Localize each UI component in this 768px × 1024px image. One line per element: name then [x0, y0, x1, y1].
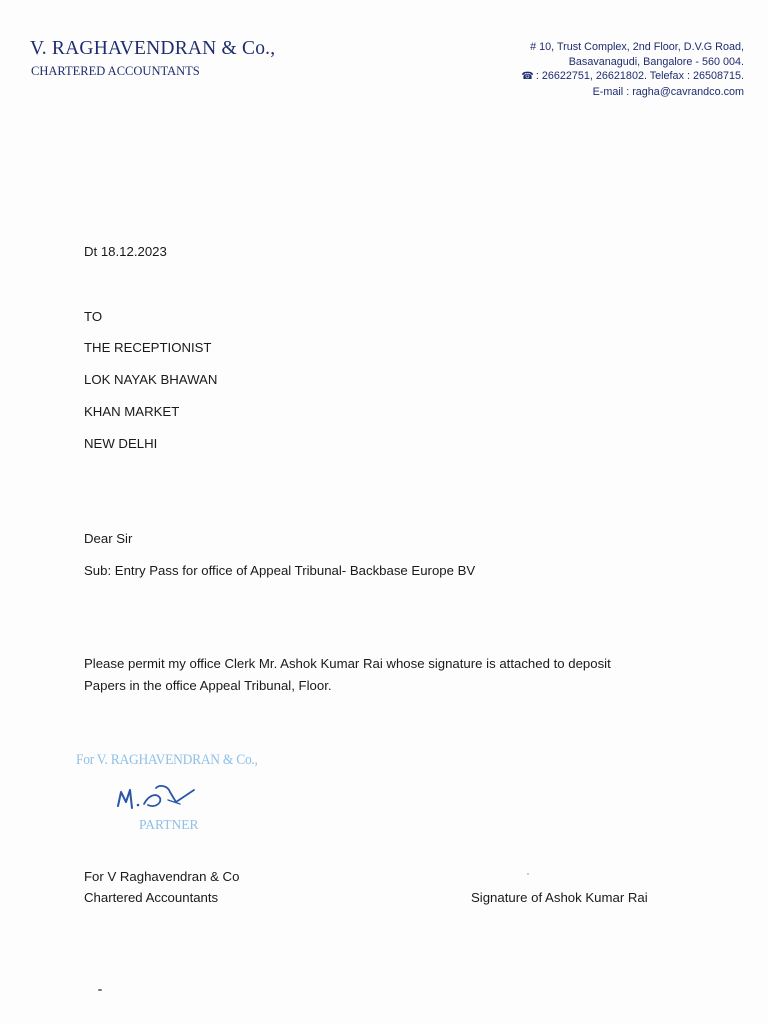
letter-date: Dt 18.12.2023 [84, 244, 167, 259]
firm-name: V. RAGHAVENDRAN & Co., [30, 38, 276, 59]
closing-title: Chartered Accountants [84, 890, 219, 905]
partner-stamp: PARTNER [139, 817, 199, 832]
recipient-line: KHAN MARKET [84, 404, 180, 419]
address-line-3 [521, 69, 744, 85]
recipient-line: LOK NAYAK BHAWAN [84, 372, 218, 387]
recipient-line: THE RECEPTIONIST [84, 340, 212, 355]
to-label: TO [84, 309, 103, 324]
letterhead-address [521, 40, 744, 99]
subject-line: Sub: Entry Pass for office of Appeal Tribunal- Backbase Europe BV [84, 563, 476, 578]
clerk-signature-label: Signature of Ashok Kumar Rai [471, 890, 648, 905]
firm-subtitle: CHARTERED ACCOUNTANTS [31, 64, 200, 78]
address-line-2: Basavanagudi, Bangalore - 560 004. [568, 55, 744, 68]
closing-firm: For V Raghavendran & Co [84, 869, 240, 884]
telephone-icon: ☎ [521, 71, 534, 82]
partner-signature [110, 778, 210, 818]
firm-stamp: For V. RAGHAVENDRAN & Co., [76, 752, 258, 768]
recipient-line: NEW DELHI [84, 436, 158, 451]
salutation: Dear Sir [84, 531, 133, 546]
phone-numbers: : 26622751, 26621802. Telefax : 26508715. [535, 70, 744, 82]
body-line: Please permit my office Clerk Mr. Ashok Kumar Rai whose signature is attached to deposit [84, 656, 611, 671]
scan-speck [527, 873, 529, 875]
scan-speck [98, 989, 102, 991]
body-line: Papers in the office Appeal Tribunal, Floor. [84, 678, 332, 693]
address-line-4: E-mail : ragha@cavrandco.com [592, 85, 744, 98]
address-line-1: # 10, Trust Complex, 2nd Floor, D.V.G Road, [530, 41, 744, 53]
